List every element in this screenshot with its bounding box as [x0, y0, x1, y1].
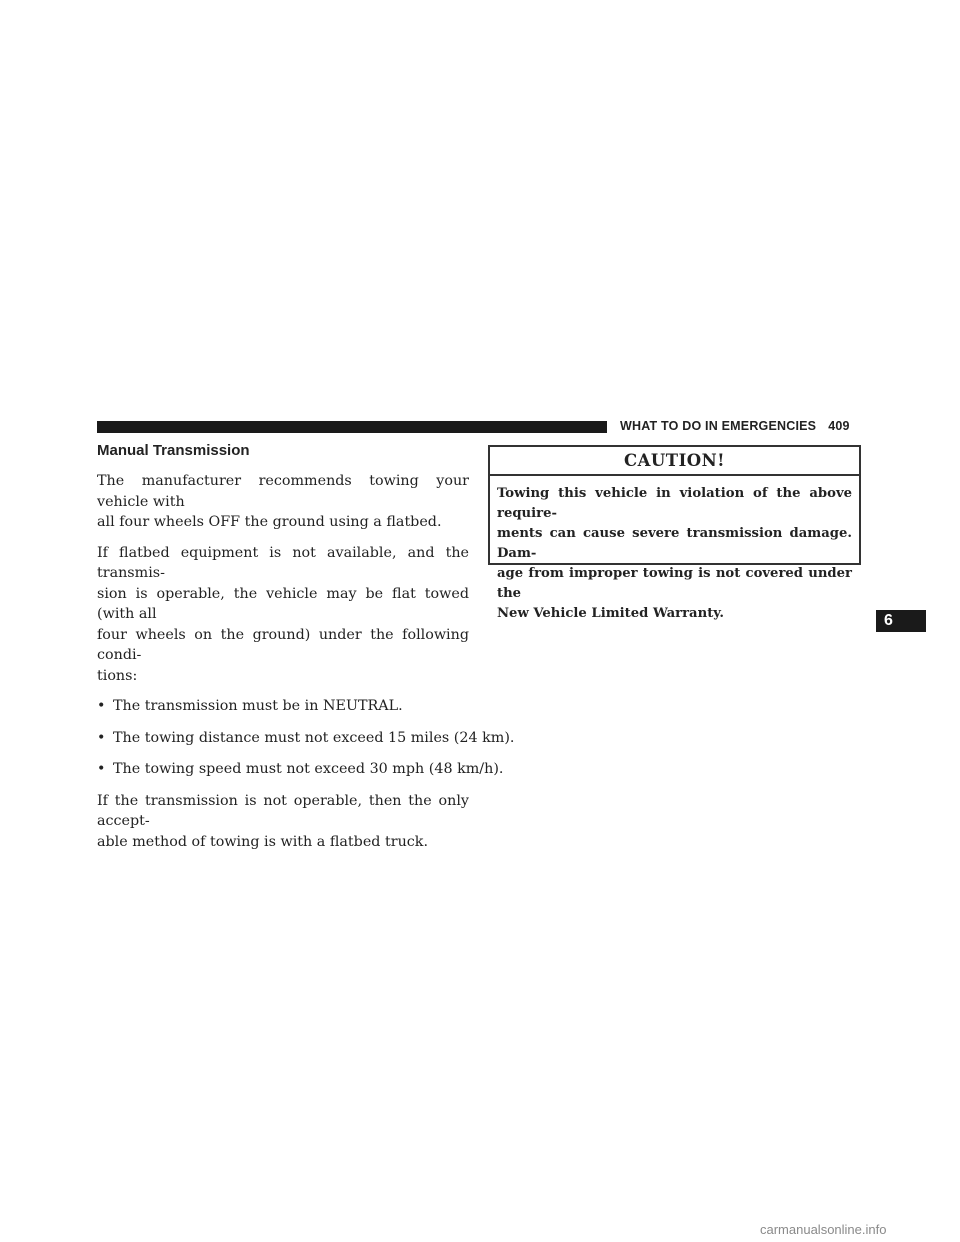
paragraph-not-operable — [97, 791, 469, 853]
bullet-icon: • — [97, 698, 106, 714]
list-item — [97, 728, 515, 749]
caution-line: age from improper towing is not covered under the — [497, 566, 852, 601]
list-item-text: The transmission must be in NEUTRAL. — [113, 698, 403, 714]
list-item — [97, 696, 469, 717]
page-number: 409 — [828, 419, 850, 433]
paragraph-line: The manufacturer recommends towing your vehicle with — [97, 473, 469, 510]
main-column — [97, 442, 515, 862]
conditions-list — [97, 696, 515, 780]
paragraph-line: four wheels on the ground) under the following condi- — [97, 626, 469, 663]
watermark: carmanualsonline.info — [760, 1222, 887, 1237]
bullet-icon: • — [97, 729, 106, 746]
paragraph-line: If the transmission is not operable, then the only accept- — [97, 792, 469, 829]
caution-box — [488, 445, 861, 621]
caution-title: CAUTION! — [490, 447, 859, 476]
section-heading: Manual Transmission — [97, 442, 250, 459]
paragraph-line: all four wheels OFF the ground using a flatbed. — [97, 514, 442, 530]
list-item-text: The towing distance must not exceed 15 miles (24 km). — [113, 729, 515, 746]
caution-line: ments can cause severe transmission damage. Dam- — [497, 526, 852, 561]
header-section-title: WHAT TO DO IN EMERGENCIES — [620, 419, 817, 433]
paragraph-line: tions: — [97, 667, 138, 684]
bullet-icon: • — [97, 761, 106, 777]
paragraph-line: If flatbed equipment is not available, and the transmis- — [97, 544, 469, 581]
list-item-text: The towing speed must not exceed 30 mph (48 km/h). — [113, 761, 504, 777]
list-item — [97, 759, 504, 780]
caution-line: New Vehicle Limited Warranty. — [497, 606, 725, 621]
paragraph-flat-tow-conditions — [97, 543, 469, 687]
header-rule — [97, 421, 607, 433]
running-header — [620, 419, 850, 433]
paragraph-line: able method of towing is with a flatbed truck. — [97, 833, 428, 850]
caution-text — [490, 476, 859, 624]
caution-line: Towing this vehicle in violation of the above require- — [497, 486, 852, 521]
paragraph-flatbed-recommendation — [97, 471, 469, 533]
chapter-tab: 6 — [876, 610, 926, 632]
paragraph-line: sion is operable, the vehicle may be flat towed (with all — [97, 585, 469, 622]
